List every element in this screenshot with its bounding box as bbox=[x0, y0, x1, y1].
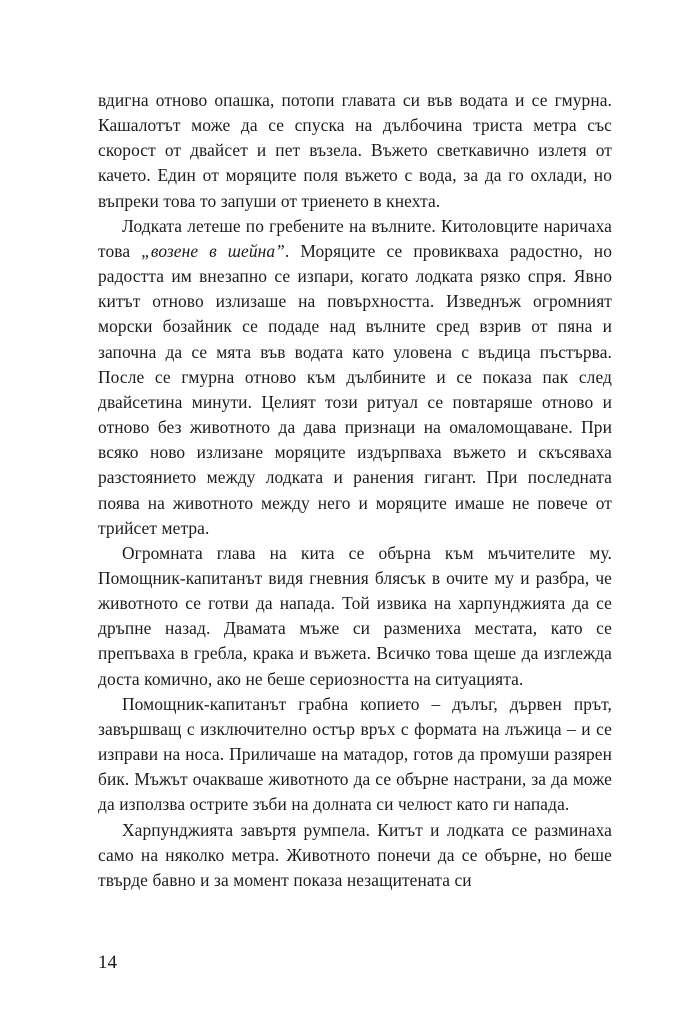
paragraph-3-text: Огромната глава на кита се обърна към мъчителите му. Помощник-капитанът видя гневния блясък в очите му и разбра, че животното се готви да напада. Той извика на харпунджията да се дръпне назад. Двамата мъже си размениха местата, като се препъваха в гребла, крака и въжета. Всичко това щеше да изглежда доста комично, ако не беше сериозността на ситуацията. bbox=[98, 542, 612, 689]
body-text bbox=[98, 88, 612, 893]
paragraph-4-text: Помощник-капитанът грабна копието – дълъг, дървен прът, завършващ с изключително остър връх с формата на лъжица – и се изправи на носа. Приличаше на матадор, готов да промуши разярен бик. Мъжът очакваше животното да се обърне настрани, за да може да използва острите зъби на долната си челюст като ги напада. bbox=[98, 693, 612, 815]
paragraph-2-italic-phrase: „возене в шейна” bbox=[141, 240, 285, 261]
page-number: 14 bbox=[98, 952, 117, 973]
paragraph-1-text: вдигна отново опашка, потопи главата си във водата и се гмурна. Кашалотът може да се спуска на дълбочина триста метра със скорост от двайсет и пет възела. Въжето светкавично излетя от качето. Един от моряците поля въжето с вода, за да го охлади, но въпреки това то запуши от триенето в кнехта. bbox=[98, 90, 612, 211]
paragraph-2-text-b: . Моряците се провикваха радостно, но радостта им внезапно се изпари, когато лодката рязко спря. Явно китът отново излизаше на повърхността. Изведнъж огромният морски бозайник се подаде над вълните сред взрив от пяна и започна да се мята във водата като уловена с въдица пъстърва. После се гмурна отново към дълбините и се показа пак след двайсетина минути. Целият този ритуал се повтаряше отново и отново без животното да дава признаци на омаломощаване. При всяко ново излизане моряците издърпваха въжето и скъсяваха разстоянието между лодката и ранения гигант. При последната поява на животното между него и моряците имаше не повече от трийсет метра. bbox=[98, 240, 612, 538]
paragraph-3 bbox=[98, 541, 612, 692]
paragraph-2 bbox=[98, 214, 612, 541]
paragraph-4 bbox=[98, 692, 612, 818]
paragraph-5-text: Харпунджията завъртя румпела. Китът и лодката се разминаха само на няколко метра. Животното понечи да се обърне, но беше твърде бавно и за момент показа незащитената си bbox=[98, 819, 612, 890]
paragraph-5 bbox=[98, 818, 612, 893]
paragraph-1 bbox=[98, 88, 612, 214]
paragraph-2-text-a: Лодката летеше по гребените на вълните. Китоловците наричаха това bbox=[98, 215, 612, 261]
